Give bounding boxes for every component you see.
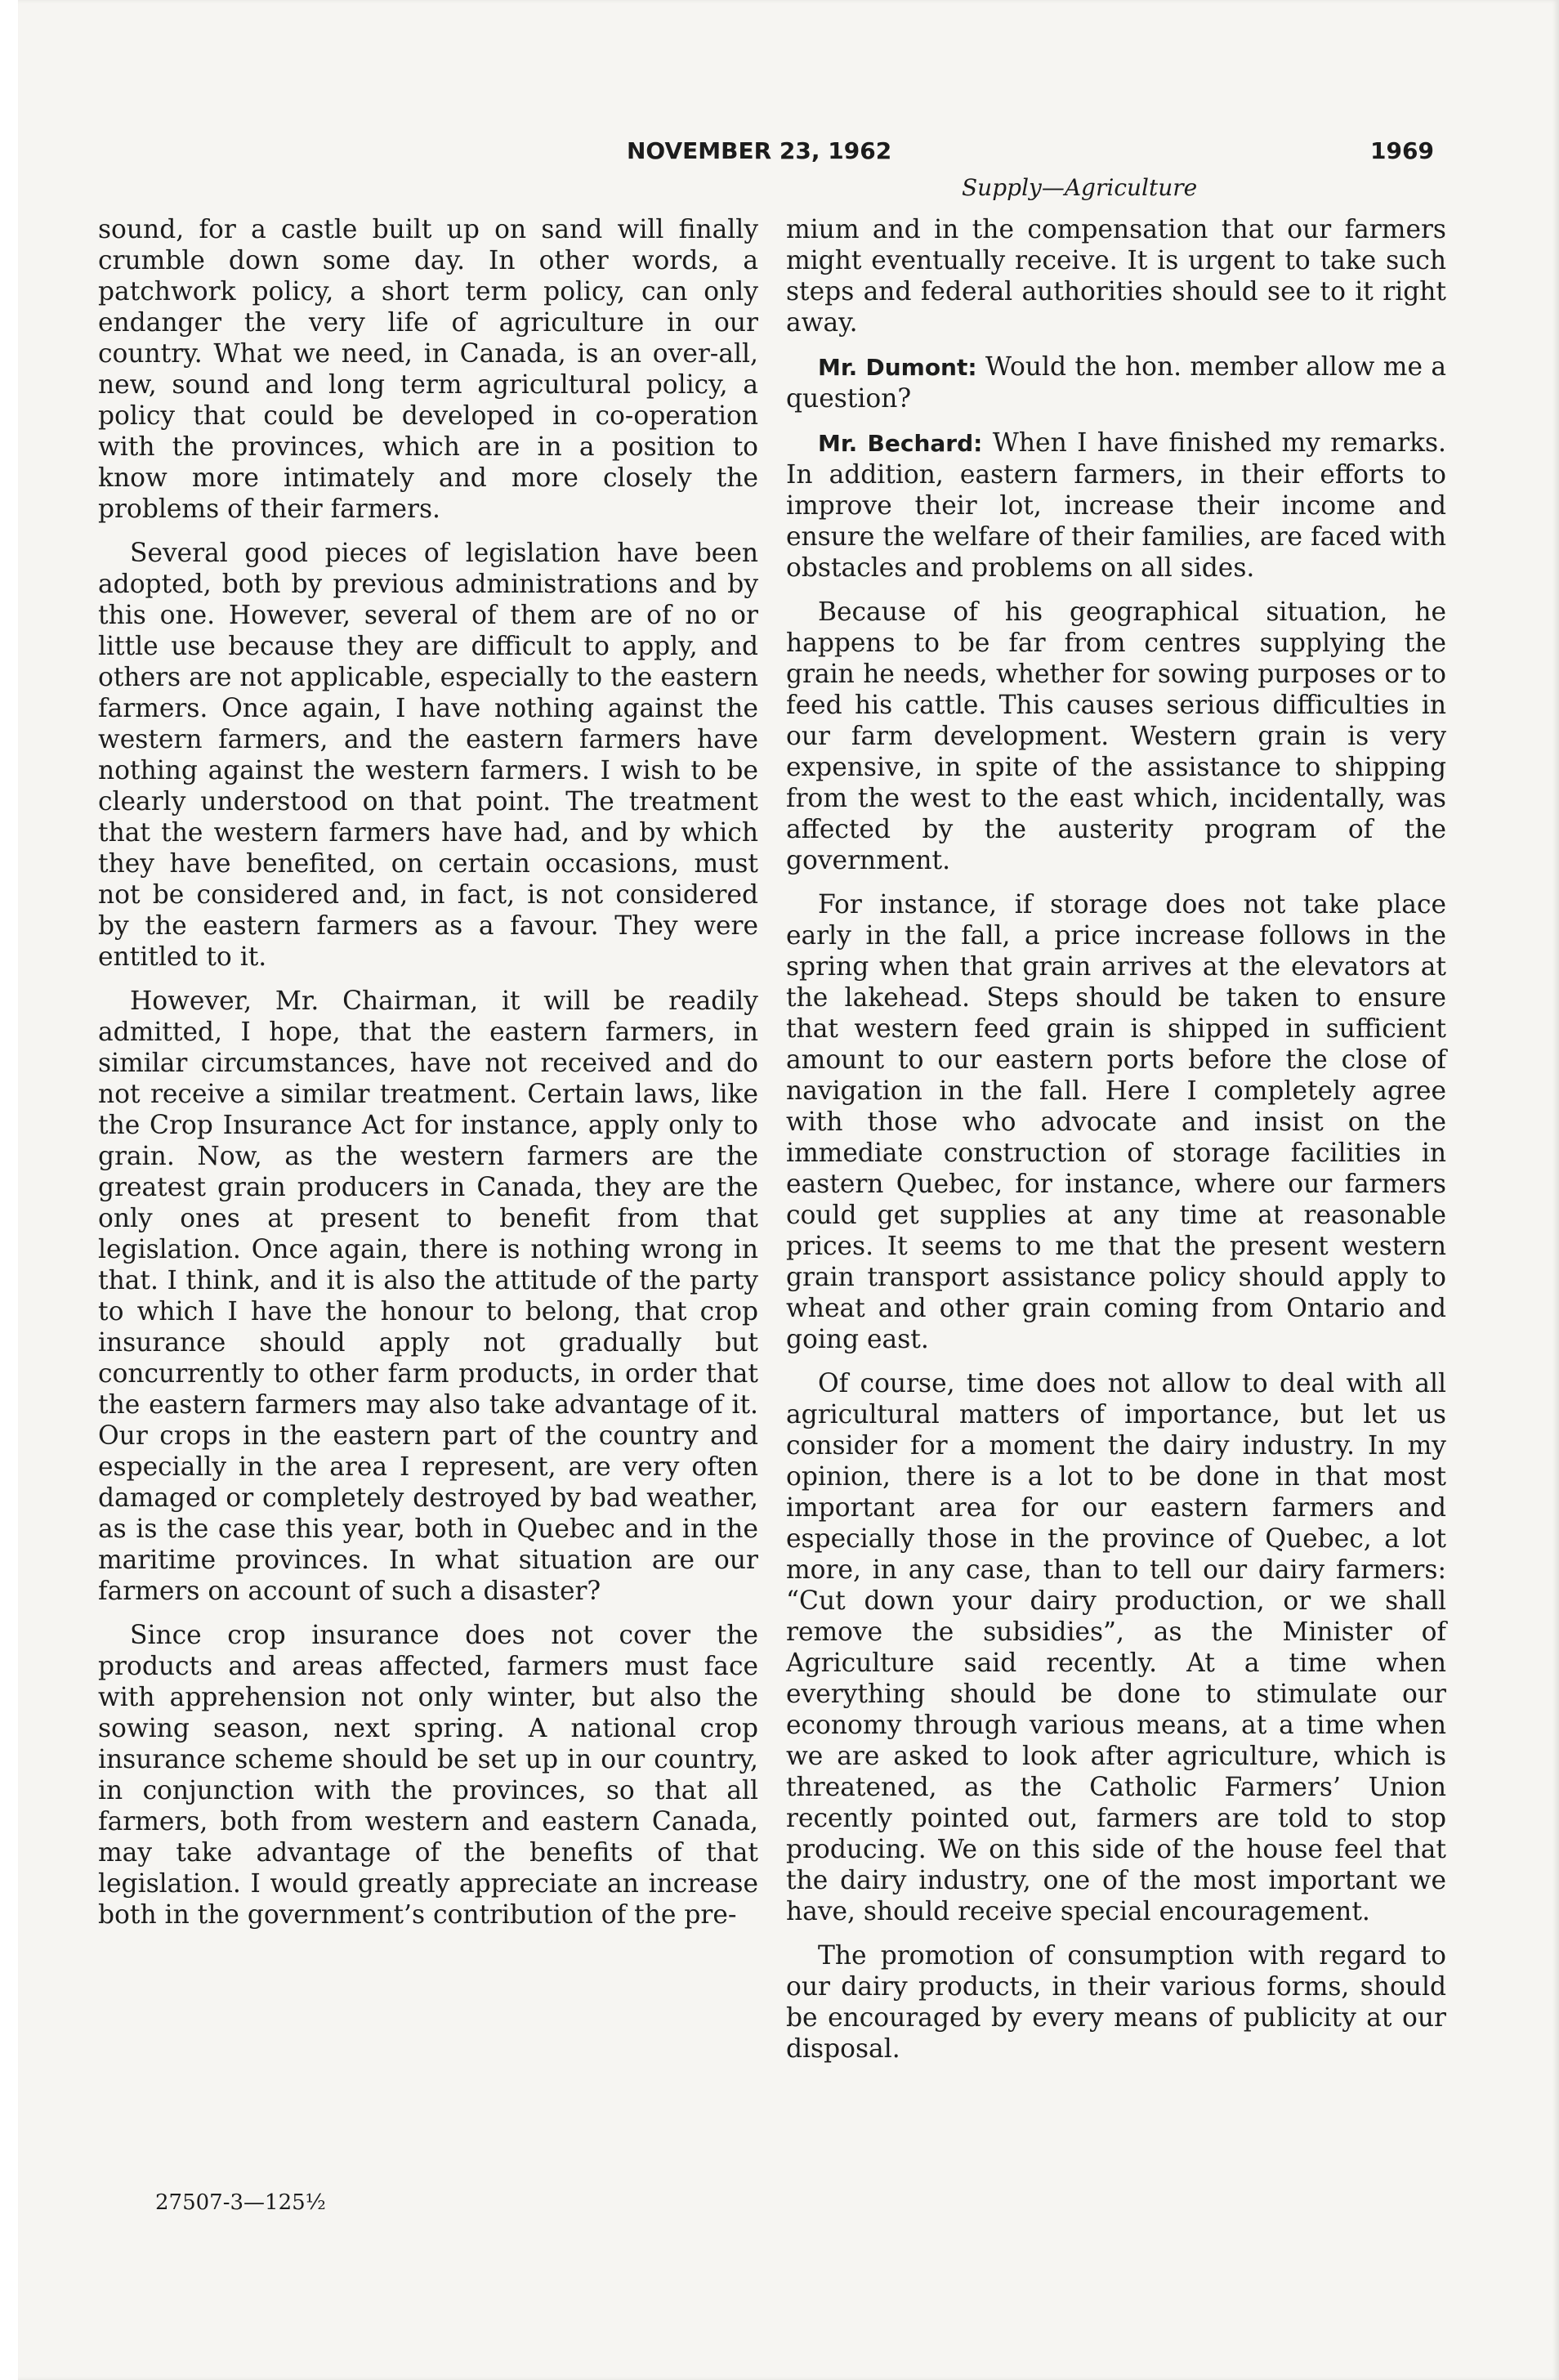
footer-code: 27507-3—125½ xyxy=(155,2190,326,2215)
section-title: Supply—Agriculture xyxy=(962,174,1198,201)
paragraph: sound, for a castle built up on sand will finally crumble down some day. In other words, a patchwork policy, a short term policy, can only endanger the very life of agriculture in our country. What we need, in Canada, is an over-all, new, sound and long term agricultural policy, a policy that could be developed in co-operation with the provinces, which are in a position to know more intimately and more closely the problems of their farmers. xyxy=(98,215,758,524)
left-column xyxy=(98,214,758,1944)
speech-paragraph xyxy=(786,351,1446,414)
speech-text: Would the hon. member allow me a question? xyxy=(786,352,1446,414)
right-column xyxy=(786,214,1446,2078)
speech-paragraph xyxy=(786,427,1446,584)
speaker-name: Mr. Bechard: xyxy=(818,430,983,457)
paragraph: However, Mr. Chairman, it will be readily admitted, I hope, that the eastern farmers, in similar circumstances, have not received and do not receive a similar treatment. Certain laws, like the Crop Insurance Act for instance, apply only to grain. Now, as the western farmers are the greatest grain producers in Canada, they are the only ones at present to benefit from that legislation. Once again, there is nothing wrong in that. I think, and it is also the attitude of the party to which I have the honour to belong, that crop insurance should apply not gradually but concurrently to other farm products, in order that the eastern farmers may also take advantage of it. Our crops in the eastern part of the country and especially in the area I represent, are very often damaged or completely destroyed by bad weather, as is the case this year, both in Quebec and in the maritime provinces. In what situation are our farmers on account of such a disaster? xyxy=(98,986,758,1606)
document-page xyxy=(18,0,1559,2380)
paragraph: For instance, if storage does not take place early in the fall, a price increase follows in the spring when that grain arrives at the elevators at the lakehead. Steps should be taken to ensure that western feed grain is shipped in sufficient amount to our eastern ports before the close of navigation in the fall. Here I completely agree with those who advocate and insist on the immediate construction of storage facilities in eastern Quebec, for instance, where our farmers could get supplies at any time at reasonable prices. It seems to me that the present western grain transport assistance policy should apply to wheat and other grain coming from Ontario and going east. xyxy=(786,890,1446,1354)
paragraph: Several good pieces of legislation have been adopted, both by previous administrations and by this one. However, several of them are of no or little use because they are difficult to apply, and others are not applicable, especially to the eastern farmers. Once again, I have nothing against the western farmers, and the eastern farmers have nothing against the western farmers. I wish to be clearly understood on that point. The treatment that the western farmers have had, and by which they have benefited, on certain occasions, must not be considered and, in fact, is not considered by the eastern farmers as a favour. They were entitled to it. xyxy=(98,539,758,972)
paragraph: Of course, time does not allow to deal with all agricultural matters of importance, but let us consider for a moment the dairy industry. In my opinion, there is a lot to be done in that most important area for our eastern farmers and especially those in the province of Quebec, a lot more, in any case, than to tell our dairy farmers: “Cut down your dairy production, or we shall remove the subsidies”, as the Minister of Agriculture said recently. At a time when everything should be done to stimulate our economy through various means, at a time when we are asked to look after agriculture, which is threatened, as the Catholic Farmers’ Union recently pointed out, farmers are told to stop producing. We on this side of the house feel that the dairy industry, one of the most important we have, should receive special encouragement. xyxy=(786,1369,1446,1926)
speech-text: When I have finished my remarks. In addition, eastern farmers, in their efforts to improve their lot, increase their income and ensure the welfare of their families, are faced with obstacles and problems on all sides. xyxy=(786,428,1447,583)
header-date: NOVEMBER 23, 1962 xyxy=(627,137,892,164)
paragraph: mium and in the compensation that our farmers might eventually receive. It is urgent to take such steps and federal authorities should see to it right away. xyxy=(786,215,1446,338)
paragraph: The promotion of consumption with regard to our dairy products, in their various forms, should be encouraged by every means of publicity at our disposal. xyxy=(786,1941,1446,2064)
page-number: 1969 xyxy=(1370,137,1434,164)
speaker-name: Mr. Dumont: xyxy=(818,354,977,381)
running-head xyxy=(18,137,1559,170)
paragraph: Since crop insurance does not cover the products and areas affected, farmers must face with apprehension not only winter, but also the sowing season, next spring. A national crop insurance scheme should be set up in our country, in conjunction with the provinces, so that all farmers, both from western and eastern Canada, may take advantage of the benefits of that legislation. I would greatly appreciate an increase both in the government’s contribution of the pre- xyxy=(98,1621,758,1930)
paragraph: Because of his geographical situation, he happens to be far from centres supplying the grain he needs, whether for sowing purposes or to feed his cattle. This causes serious difficulties in our farm development. Western grain is very expensive, in spite of the assistance to shipping from the west to the east which, incidentally, was affected by the austerity program of the government. xyxy=(786,597,1446,875)
